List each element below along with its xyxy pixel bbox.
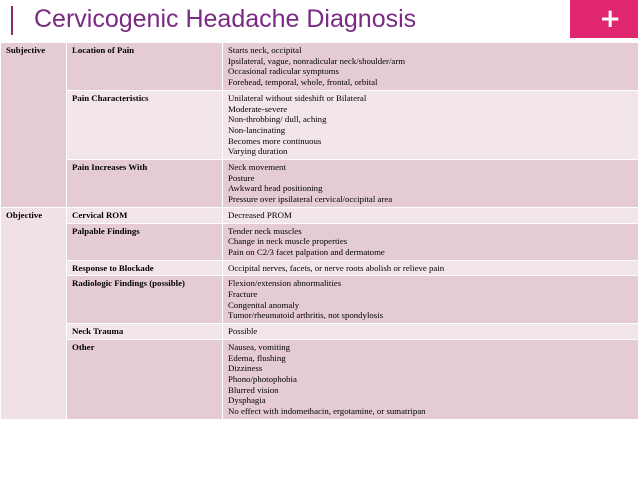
detail-line: Neck movement — [228, 162, 286, 173]
detail-line: Becomes more continuous — [228, 135, 322, 146]
detail-line: Decreased PROM — [228, 209, 292, 220]
detail-line: Tender neck muscles — [228, 225, 302, 236]
detail-line: Forehead, temporal, whole, frontal, orbital — [228, 77, 378, 88]
detail-line: Flexion/extension abnormalities — [228, 278, 342, 289]
plus-icon: + — [599, 4, 621, 34]
detail-line: Unilateral without sideshift or Bilateral — [228, 92, 367, 103]
table-row — [1, 207, 638, 223]
row-label: Location of Pain — [67, 43, 223, 91]
detail-line: Ipsilateral, vague, nonradicular neck/shoulder/arm — [228, 55, 406, 66]
row-label: Palpable Findings — [67, 223, 223, 260]
row-details — [223, 223, 638, 260]
detail-line: No effect with indomethacin, ergotamine, or sumatripan — [228, 406, 426, 417]
detail-line: Occipital nerves, facets, or nerve roots abolish or relieve pain — [228, 262, 445, 273]
detail-line: Edema, flushing — [228, 352, 286, 363]
category-cell: Subjective — [1, 43, 67, 208]
title-accent-line — [11, 6, 13, 35]
detail-line: Change in neck muscle properties — [228, 236, 348, 247]
table-row — [1, 160, 638, 208]
table-row — [1, 223, 638, 260]
page-title: Cervicogenic Headache Diagnosis — [34, 5, 417, 33]
row-details — [223, 276, 638, 324]
detail-line: Pain on C2/3 facet palpation and dermatome — [228, 246, 385, 257]
detail-line: Non-throbbing/ dull, aching — [228, 114, 327, 125]
row-details — [223, 324, 638, 340]
table-row — [1, 43, 638, 91]
detail-line: Awkward head positioning — [228, 183, 323, 194]
detail-line: Dizziness — [228, 363, 263, 374]
row-details — [223, 260, 638, 276]
detail-line: Blurred vision — [228, 384, 279, 395]
row-label: Cervical ROM — [67, 207, 223, 223]
diagnosis-table — [0, 42, 638, 420]
row-label: Neck Trauma — [67, 324, 223, 340]
detail-line: Phono/photophobia — [228, 373, 297, 384]
detail-line: Congenital anomaly — [228, 299, 300, 310]
detail-line: Occasional radicular symptoms — [228, 66, 339, 77]
table-row — [1, 276, 638, 324]
detail-line: Pressure over ipsilateral cervical/occipital area — [228, 194, 393, 205]
row-label: Pain Increases With — [67, 160, 223, 208]
corner-decoration — [570, 0, 638, 38]
table-row — [1, 90, 638, 159]
table-row — [1, 260, 638, 276]
row-details — [223, 43, 638, 91]
row-details — [223, 207, 638, 223]
detail-line: Dysphagia — [228, 395, 266, 406]
detail-line: Moderate-severe — [228, 103, 288, 114]
row-details — [223, 160, 638, 208]
row-details — [223, 90, 638, 159]
row-label: Radiologic Findings (possible) — [67, 276, 223, 324]
detail-line: Fracture — [228, 289, 258, 300]
detail-line: Starts neck, occipital — [228, 45, 302, 55]
table-row — [1, 339, 638, 419]
detail-line: Varying duration — [228, 146, 288, 157]
detail-line: Possible — [228, 326, 258, 337]
category-cell: Objective — [1, 207, 67, 419]
row-label: Response to Blockade — [67, 260, 223, 276]
detail-line: Tumor/rheumatoid arthritis, not spondylosis — [228, 310, 384, 321]
detail-line: Posture — [228, 172, 255, 183]
table-row — [1, 324, 638, 340]
detail-line: Nausea, vomiting — [228, 341, 291, 352]
row-label: Pain Characteristics — [67, 90, 223, 159]
detail-line: Non-lancinating — [228, 124, 286, 135]
row-details — [223, 339, 638, 419]
row-label: Other — [67, 339, 223, 419]
title-bar — [0, 0, 638, 42]
